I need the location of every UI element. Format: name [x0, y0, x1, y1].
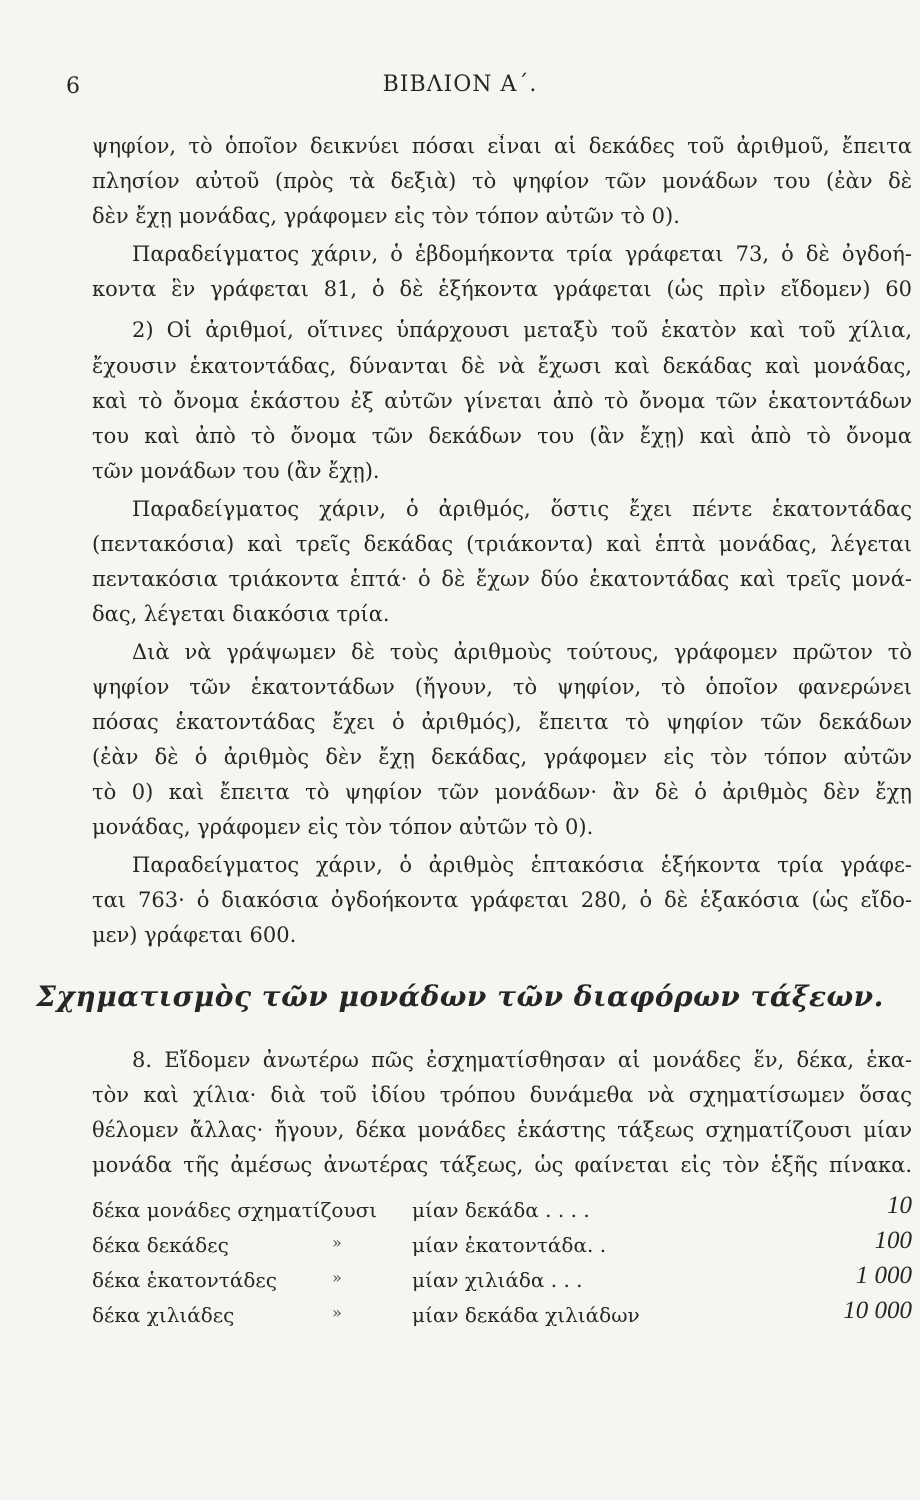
paragraph-6-line-3: μεν) γράφεται 600. — [92, 923, 297, 947]
table-row — [92, 1262, 912, 1298]
paragraph-1-line-1: ψηφίον, τὸ ὁποῖον δεικνύει πόσαι εἶναι αἱ δεκάδες τοῦ ἀριθμοῦ, ἔπειτα — [92, 134, 912, 158]
paragraph-4-line-4: δας, λέγεται διακόσια τρία. — [92, 602, 390, 626]
paragraph-3-line-4: του καὶ ἀπὸ τὸ ὄνομα τῶν δεκάδων του (ἂν ἔχῃ) καὶ ἀπὸ τὸ ὄνομα — [92, 424, 912, 448]
section-heading: Σχηματισμὸς τῶν μονάδων τῶν διαφόρων τάξεων. — [36, 980, 884, 1013]
paragraph-7-line-1: 8. Εἴδομεν ἀνωτέρω πῶς ἐσχηματίσθησαν αἱ μονάδες ἕν, δέκα, ἑκα- — [132, 1048, 912, 1072]
paragraph-4-line-1: Παραδείγματος χάριν, ὁ ἀριθμός, ὅστις ἔχει πέντε ἑκατοντάδας — [132, 497, 912, 521]
ditto-mark: » — [332, 1233, 342, 1252]
paragraph-3-line-1: 2) Οἱ ἀριθμοί, οἵτινες ὑπάρχουσι μεταξὺ τοῦ ἑκατὸν καὶ τοῦ χίλια, — [132, 318, 912, 342]
paragraph-7-line-4: μονάδα τῆς ἀμέσως ἀνωτέρας τάξεως, ὡς φαίνεται εἰς τὸν ἑξῆς πίνακα. — [92, 1153, 912, 1177]
paragraph-6-line-2: ται 763· ὁ διακόσια ὀγδοήκοντα γράφεται 280, ὁ δὲ ἑξακόσια (ὡς εἴδο- — [92, 888, 912, 912]
paragraph-5-line-1: Διὰ νὰ γράψωμεν δὲ τοὺς ἀριθμοὺς τούτους, γράφομεν πρῶτον τὸ — [132, 640, 912, 664]
paragraph-2-line-1: Παραδείγματος χάριν, ὁ ἑβδομήκοντα τρία γράφεται 73, ὁ δὲ ὀγδοή- — [132, 242, 912, 266]
paragraph-7-line-2: τὸν καὶ χίλια· διὰ τοῦ ἰδίου τρόπου δυνάμεθα νὰ σχηματίσωμεν ὅσας — [92, 1083, 912, 1107]
paragraph-5-line-4: (ἐὰν δὲ ὁ ἀριθμὸς δὲν ἔχῃ δεκάδας, γράφομεν εἰς τὸν τόπον αὐτῶν — [92, 745, 912, 769]
paragraph-4-line-3: πεντακόσια τριάκοντα ἑπτά· ὁ δὲ ἔχων δύο ἑκατοντάδας καὶ τρεῖς μονά- — [92, 567, 912, 591]
table-cell-value: 1 000 — [855, 1262, 912, 1289]
table-row — [92, 1297, 912, 1333]
paragraph-5-line-2: ψηφίον τῶν ἑκατοντάδων (ἤγουν, τὸ ψηφίον, τὸ ὁποῖον φανερώνει — [92, 675, 912, 699]
table-cell-left: δέκα δεκάδες — [92, 1233, 229, 1257]
table-cell-right: μίαν ἑκατοντάδα. . — [412, 1233, 607, 1257]
paragraph-5-line-6: μονάδας, γράφομεν εἰς τὸν τόπον αὐτῶν τὸ 0). — [92, 815, 594, 839]
paragraph-1-line-3: δὲν ἔχῃ μονάδας, γράφομεν εἰς τὸν τόπον αὐτῶν τὸ 0). — [92, 204, 680, 228]
paragraph-4-line-2: (πεντακόσια) καὶ τρεῖς δεκάδας (τριάκοντα) καὶ ἑπτὰ μονάδας, λέγεται — [92, 532, 912, 556]
paragraph-1-line-2: πλησίον αὐτοῦ (πρὸς τὰ δεξιὰ) τὸ ψηφίον τῶν μονάδων του (ἐὰν δὲ — [92, 169, 912, 193]
ditto-mark: » — [332, 1268, 342, 1287]
table-cell-left: δέκα μονάδες σχηματίζουσι — [92, 1198, 378, 1222]
table-cell-value: 10 000 — [843, 1297, 912, 1324]
paragraph-2-line-2: κοντα ἓν γράφεται 81, ὁ δὲ ἑξήκοντα γράφεται (ὡς πρὶν εἴδομεν) 60 — [92, 277, 912, 301]
table-cell-value: 10 — [887, 1192, 912, 1219]
table-cell-value: 100 — [874, 1227, 912, 1254]
table-row — [92, 1227, 912, 1263]
paragraph-5-line-3: πόσας ἑκατοντάδας ἔχει ὁ ἀριθμός), ἔπειτα τὸ ψηφίον τῶν δεκάδων — [92, 710, 912, 734]
table-row — [92, 1192, 912, 1228]
table-cell-left: δέκα χιλιάδες — [92, 1303, 235, 1327]
paragraph-3-line-2: ἔχουσιν ἑκατοντάδας, δύνανται δὲ νὰ ἔχωσι καὶ δεκάδας καὶ μονάδας, — [92, 354, 912, 378]
paragraph-5-line-5: τὸ 0) καὶ ἔπειτα τὸ ψηφίον τῶν μονάδων· ἂν δὲ ὁ ἀριθμὸς δὲν ἔχῃ — [92, 780, 912, 804]
paragraph-3-line-5: τῶν μονάδων του (ἂν ἔχῃ). — [92, 459, 380, 483]
paragraph-6-line-1: Παραδείγματος χάριν, ὁ ἀριθμὸς ἑπτακόσια ἑξήκοντα τρία γράφε- — [132, 853, 912, 877]
paragraph-7-line-3: θέλομεν ἄλλας· ἤγουν, δέκα μονάδες ἑκάστης τάξεως σχηματίζουσι μίαν — [92, 1118, 912, 1142]
page-number: 6 — [66, 74, 80, 99]
table-cell-right: μίαν χιλιάδα . . . — [412, 1268, 583, 1292]
table-cell-left: δέκα ἑκατοντάδες — [92, 1268, 277, 1292]
ditto-mark: » — [332, 1303, 342, 1322]
table-cell-right: μίαν δεκάδα . . . . — [412, 1198, 590, 1222]
running-title: ΒΙΒΛΙΟΝ Α΄. — [382, 72, 538, 97]
table-cell-right: μίαν δεκάδα χιλιάδων — [412, 1303, 640, 1327]
paragraph-3-line-3: καὶ τὸ ὄνομα ἑκάστου ἐξ αὐτῶν γίνεται ἀπὸ τὸ ὄνομα τῶν ἑκατοντάδων — [92, 389, 912, 413]
